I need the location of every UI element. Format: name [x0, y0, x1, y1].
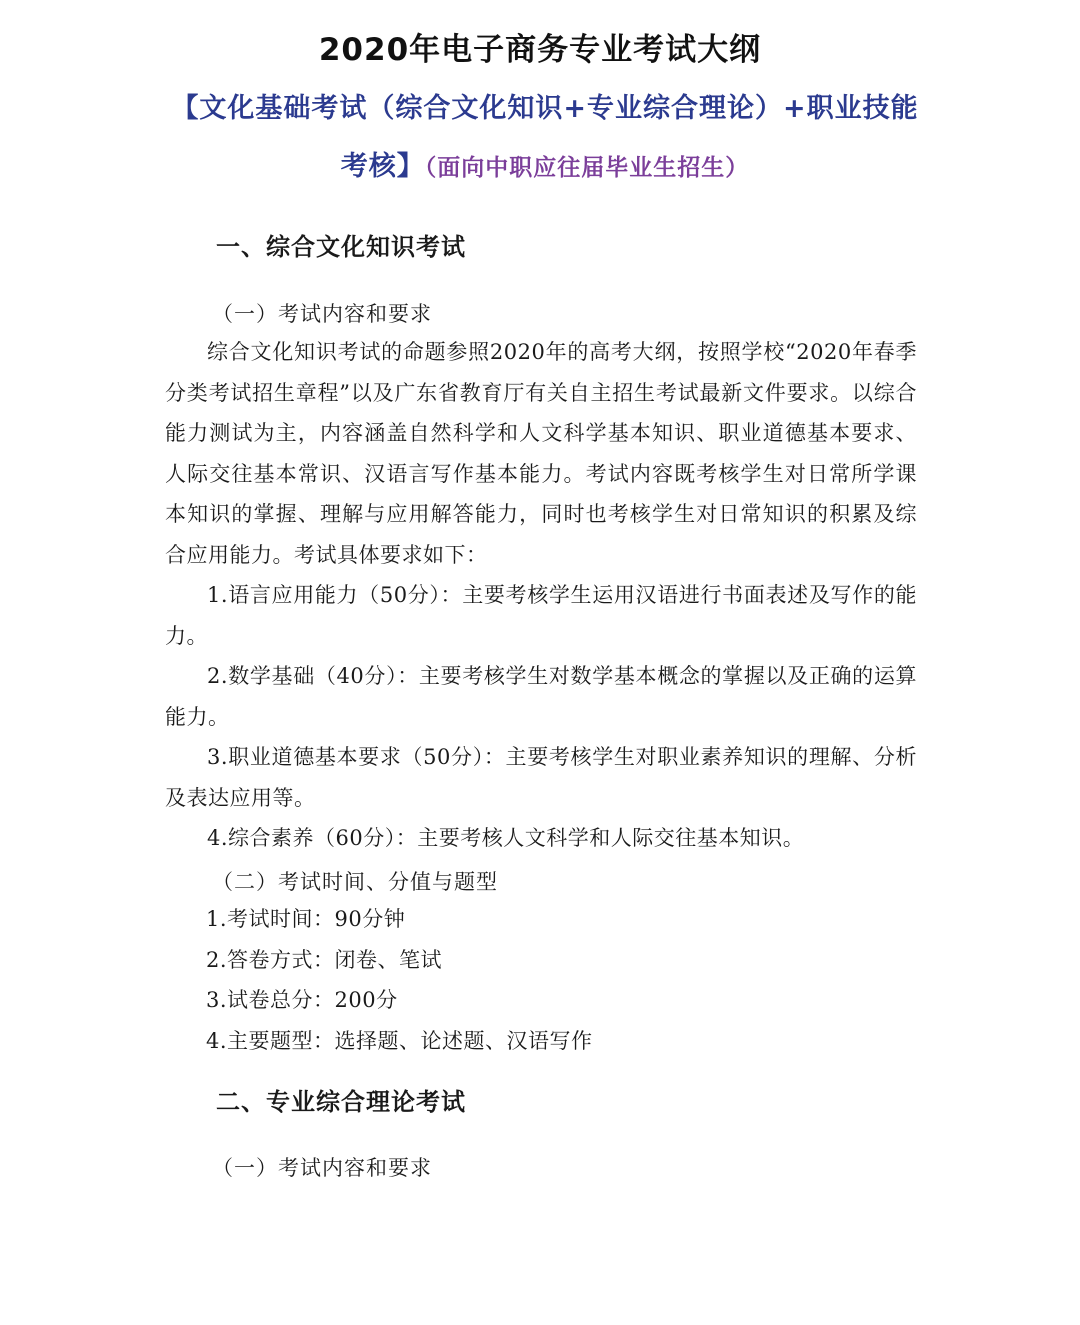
section1-heading: 一、综合文化知识考试: [216, 233, 466, 261]
section1-intro: 综合文化知识考试的命题参照2020年的高考大纲，按照学校“2020年春季分类考试招生章程”以及广东省教育厅有关自主招生考试最新文件要求。以综合能力测试为主，内容涵盖自然科学和人文科学基本知识、职业道德基本要求、人际交往基本常识、汉语言写作基本能力。考试内容既考核学生对日常所学课本知识的掌握、理解与应用解答能力，同时也考核学生对日常知识的积累及综合应用能力。考试具体要求如下：: [165, 340, 917, 567]
subtitle-main: 【文化基础考试（综合文化知识+专业综合理论）+职业技能考核】: [171, 93, 919, 182]
section1-item-4: 4.综合素养（60分）：主要考核人文科学和人际交往基本知识。: [207, 826, 805, 850]
section1-detail-1: 1.考试时间：90分钟: [206, 907, 406, 931]
section1-item-2: 2.数学基础（40分）：主要考核学生对数学基本概念的掌握以及正确的运算能力。: [165, 664, 917, 729]
section1-detail-3: 3.试卷总分：200分: [206, 988, 398, 1012]
section1-sub1: （一）考试内容和要求: [212, 302, 432, 326]
section1-item-3: 3.职业道德基本要求（50分）：主要考核学生对职业素养知识的理解、分析及表达应用等。: [165, 745, 917, 810]
doc-title: 2020年电子商务专业考试大纲: [318, 32, 762, 68]
section1-detail-4: 4.主要题型：选择题、论述题、汉语写作: [206, 1029, 593, 1053]
section2-sub1: （一）考试内容和要求: [212, 1156, 432, 1180]
section1-sub2: （二）考试时间、分值与题型: [212, 870, 498, 894]
subtitle-note: （面向中职应往届毕业生招生）: [424, 155, 750, 181]
doc-subtitle: [165, 80, 925, 197]
section1-item-1: 1.语言应用能力（50分）：主要考核学生运用汉语进行书面表述及写作的能力。: [165, 583, 917, 648]
section2-heading: 二、专业综合理论考试: [216, 1088, 466, 1116]
section1-detail-2: 2.答卷方式：闭卷、笔试: [206, 948, 443, 972]
